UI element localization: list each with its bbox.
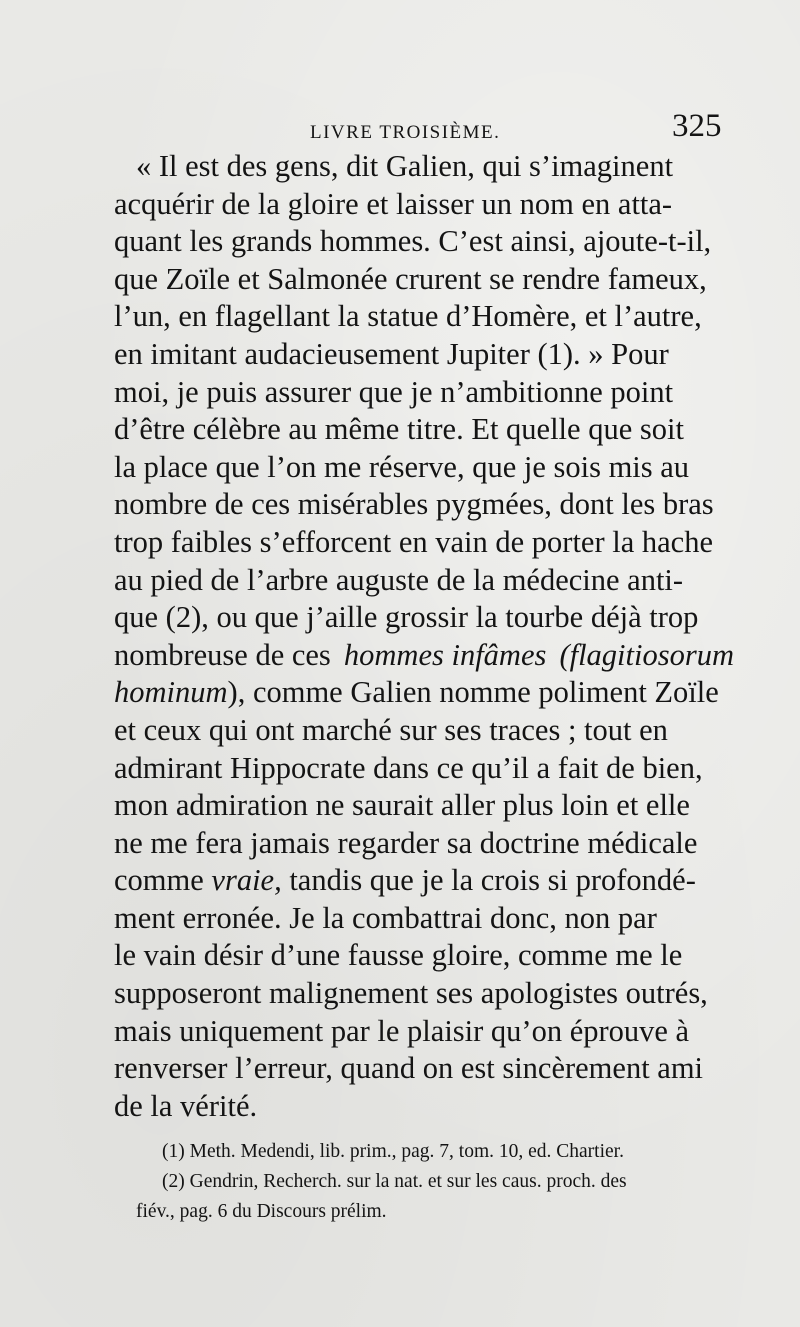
text-line: l’un, en flagellant la statue d’Homère, et l’autre, [114, 299, 702, 334]
text-line: mon admiration ne saurait aller plus loin et elle [114, 788, 690, 823]
text-line: admirant Hippocrate dans ce qu’il a fait de bien, [114, 750, 703, 785]
text-line: d’être célèbre au même titre. Et quelle que soit [114, 412, 684, 447]
text-line: que (2), ou que j’aille grossir la tourbe déjà trop [114, 600, 699, 635]
running-title: LIVRE TROISIÈME. [310, 122, 501, 143]
italic-phrase: hominum [114, 675, 228, 710]
text-line: nombre de ces misérables pygmées, dont les bras [114, 487, 714, 522]
text-line: « Il est des gens, dit Galien, qui s’imaginent [136, 149, 674, 183]
text-line: ne me fera jamais regarder sa doctrine médicale [114, 825, 698, 860]
page-number: 325 [672, 108, 722, 144]
text-line: hominum), comme Galien nomme poliment Zoïle [114, 675, 719, 710]
text-line: que Zoïle et Salmonée crurent se rendre fameux, [114, 261, 707, 296]
text-line: le vain désir d’une fausse gloire, comme me le [114, 938, 683, 973]
text-line: de la vérité. [114, 1088, 258, 1123]
text-line: et ceux qui ont marché sur ses traces ; tout en [114, 712, 668, 747]
footnote-1: (1) Meth. Medendi, lib. prim., pag. 7, tom. 10, ed. Chartier. [162, 1141, 624, 1162]
italic-phrase: hommes infâmes [343, 637, 547, 672]
footnote-2-continuation: fiév., pag. 6 du Discours prélim. [136, 1201, 387, 1222]
italic-phrase: vraie, [211, 863, 282, 898]
text-line: moi, je puis assurer que je n’ambitionne point [114, 374, 674, 409]
text-line: quant les grands hommes. C’est ainsi, ajoute-t-il, [114, 224, 712, 259]
body-text [114, 148, 734, 1125]
text-line: mais uniquement par le plaisir qu’on éprouve à [114, 1013, 690, 1048]
footnote-2: (2) Gendrin, Recherch. sur la nat. et sur les caus. proch. des [162, 1171, 627, 1192]
text-line: comme vraie, tandis que je la crois si profondé- [114, 863, 696, 898]
text-line: renverser l’erreur, quand on est sincèrement ami [114, 1051, 704, 1086]
text-line: acquérir de la gloire et laisser un nom en atta- [114, 186, 673, 221]
footnotes [136, 1137, 760, 1227]
text-line: au pied de l’arbre auguste de la médecine anti- [114, 562, 684, 597]
text-line: nombreuse de ces hommes infâmes (flagitiosorum [114, 637, 734, 675]
text-line: en imitant audacieusement Jupiter (1). » Pour [114, 336, 669, 371]
text-line: la place que l’on me réserve, que je sois mis au [114, 449, 690, 484]
text-line: trop faibles s’efforcent en vain de porter la hache [114, 524, 713, 559]
italic-phrase: (flagitiosorum [559, 637, 734, 672]
text-line: supposeront malignement ses apologistes outrés, [114, 976, 708, 1011]
text-line: ment erronée. Je la combattrai donc, non par [114, 900, 657, 935]
